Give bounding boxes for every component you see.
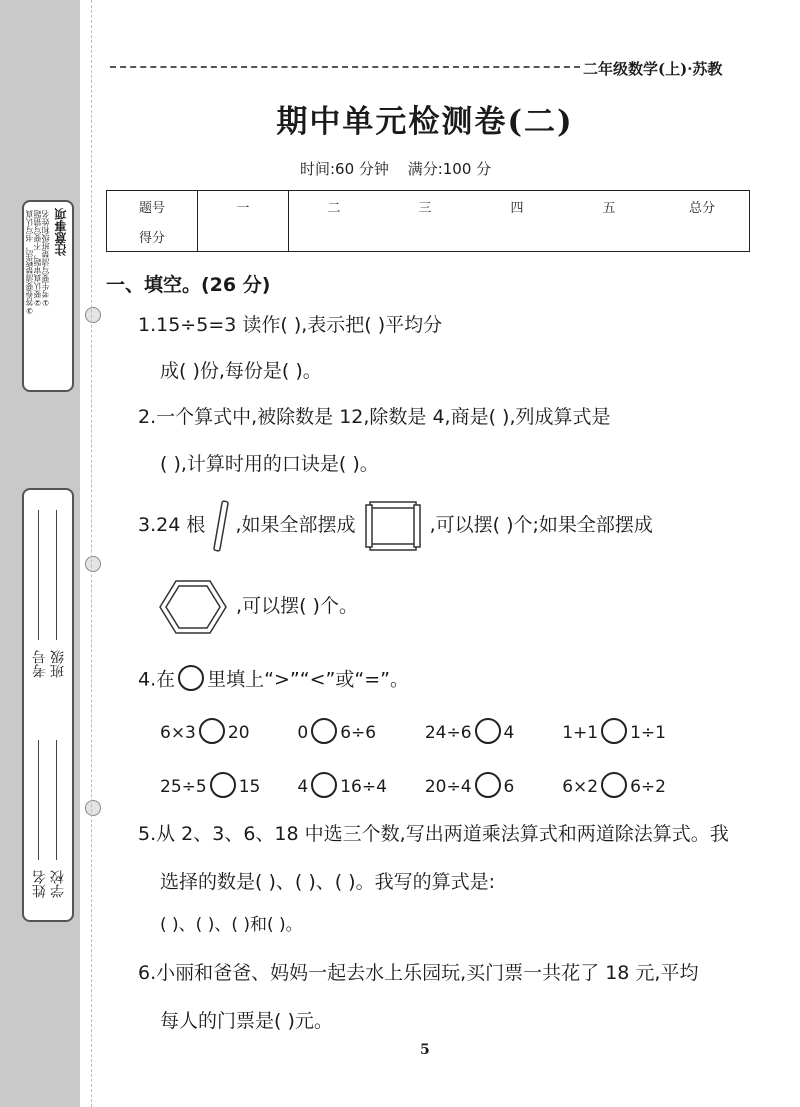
score-table-header: 一 [198, 191, 289, 222]
score-table-header: 四 [471, 191, 563, 222]
grade-label: 二年级数学(上)·苏教 [583, 60, 723, 78]
field-class-line[interactable] [56, 510, 57, 640]
compare-item: 6×3 20 [160, 720, 292, 746]
field-school-line[interactable] [56, 740, 57, 860]
compare-oval[interactable] [475, 772, 501, 798]
student-info-box [22, 488, 74, 922]
time-limit: 时间:60 分钟 [300, 160, 389, 178]
question-4-text-a: 4.在 [138, 668, 176, 691]
compare-oval[interactable] [475, 718, 501, 744]
note-1: ①考生要写清楚班级和姓名 [41, 210, 50, 307]
score-table-header: 五 [563, 191, 655, 222]
question-3-text-a: 3.24 根 [138, 514, 206, 536]
field-id-line[interactable] [38, 510, 39, 640]
field-name-label: 姓名 [32, 870, 48, 898]
hexagon-shape-icon [158, 577, 228, 637]
matchstick-icon [213, 500, 229, 552]
question-3-line-1 [138, 516, 653, 535]
notes-box [22, 200, 74, 392]
compare-item: 20÷4 6 [425, 774, 557, 800]
page-number: 5 [420, 1042, 430, 1058]
field-name-line[interactable] [38, 740, 39, 860]
binding-hole-1 [85, 307, 101, 323]
compare-oval[interactable] [311, 718, 337, 744]
compare-item: 24÷6 4 [425, 720, 557, 746]
compare-item: 1+1 1÷1 [562, 720, 666, 746]
score-table-header: 总分 [655, 191, 750, 222]
oval-placeholder-icon [178, 665, 204, 691]
page-title: 期中单元检测卷(二) [276, 104, 574, 140]
question-3-text-d: ,可以摆( )个。 [236, 595, 358, 617]
question-5-line-1: 5.从 2、3、6、18 中选三个数,写出两道乘法算式和两道除法算式。我 [138, 823, 729, 845]
compare-row-1 [160, 720, 666, 746]
note-2: ②要认真审题，不要写错题 [33, 210, 42, 307]
note-3: ③答卷要清楚整洁，书写认真 [25, 210, 34, 315]
field-school-label: 学校 [50, 870, 66, 898]
question-1-line-1: 1.15÷5=3 读作( ),表示把( )平均分 [138, 314, 443, 336]
binding-hole-2 [85, 556, 101, 572]
compare-item: 25÷5 15 [160, 774, 292, 800]
question-4-instruction [138, 667, 409, 693]
binding-guide-line [91, 0, 92, 1107]
score-cell[interactable] [289, 221, 750, 252]
compare-oval[interactable] [601, 772, 627, 798]
full-score: 满分:100 分 [407, 160, 492, 178]
field-id-label: 考号 [32, 650, 48, 678]
score-table-header: 二 [289, 191, 380, 222]
compare-oval[interactable] [210, 772, 236, 798]
field-class-label: 班级 [50, 650, 66, 678]
compare-item: 0 6÷6 [297, 720, 419, 746]
question-3-line-2 [158, 597, 358, 616]
question-6-line-1: 6.小丽和爸爸、妈妈一起去水上乐园玩,买门票一共花了 18 元,平均 [138, 962, 699, 984]
question-2-line-1: 2.一个算式中,被除数是 12,除数是 4,商是( ),列成算式是 [138, 406, 611, 428]
question-5-line-2: 选择的数是( )、( )、( )。我写的算式是: [160, 871, 495, 893]
exam-meta [300, 158, 491, 179]
compare-oval[interactable] [199, 718, 225, 744]
question-3-text-c: ,可以摆( )个;如果全部摆成 [429, 514, 653, 536]
section-1-heading: 一、填空。(26 分) [106, 274, 271, 296]
compare-item: 4 16÷4 [297, 774, 419, 800]
compare-oval[interactable] [311, 772, 337, 798]
score-table-row-label: 得分 [107, 221, 198, 252]
question-3-text-b: ,如果全部摆成 [235, 514, 356, 536]
score-table [106, 190, 750, 252]
binding-hole-3 [85, 800, 101, 816]
compare-item: 6×2 6÷2 [562, 774, 666, 800]
square-shape-icon [364, 499, 422, 553]
question-5-line-3: ( )、( )、( )和( )。 [160, 915, 303, 935]
question-1-line-2: 成( )份,每份是( )。 [160, 360, 322, 382]
question-4-text-b: 里填上“>”“<”或“=”。 [207, 668, 409, 691]
score-cell[interactable] [198, 221, 289, 252]
score-table-row-label: 题号 [107, 191, 198, 222]
compare-oval[interactable] [601, 718, 627, 744]
header-dashed-line [110, 66, 580, 68]
compare-row-2 [160, 774, 666, 800]
score-table-header: 三 [379, 191, 471, 222]
question-6-line-2: 每人的门票是( )元。 [160, 1010, 333, 1032]
question-2-line-2: ( ),计算时用的口诀是( )。 [160, 453, 379, 475]
notes-title: 注意事项 [54, 208, 68, 256]
